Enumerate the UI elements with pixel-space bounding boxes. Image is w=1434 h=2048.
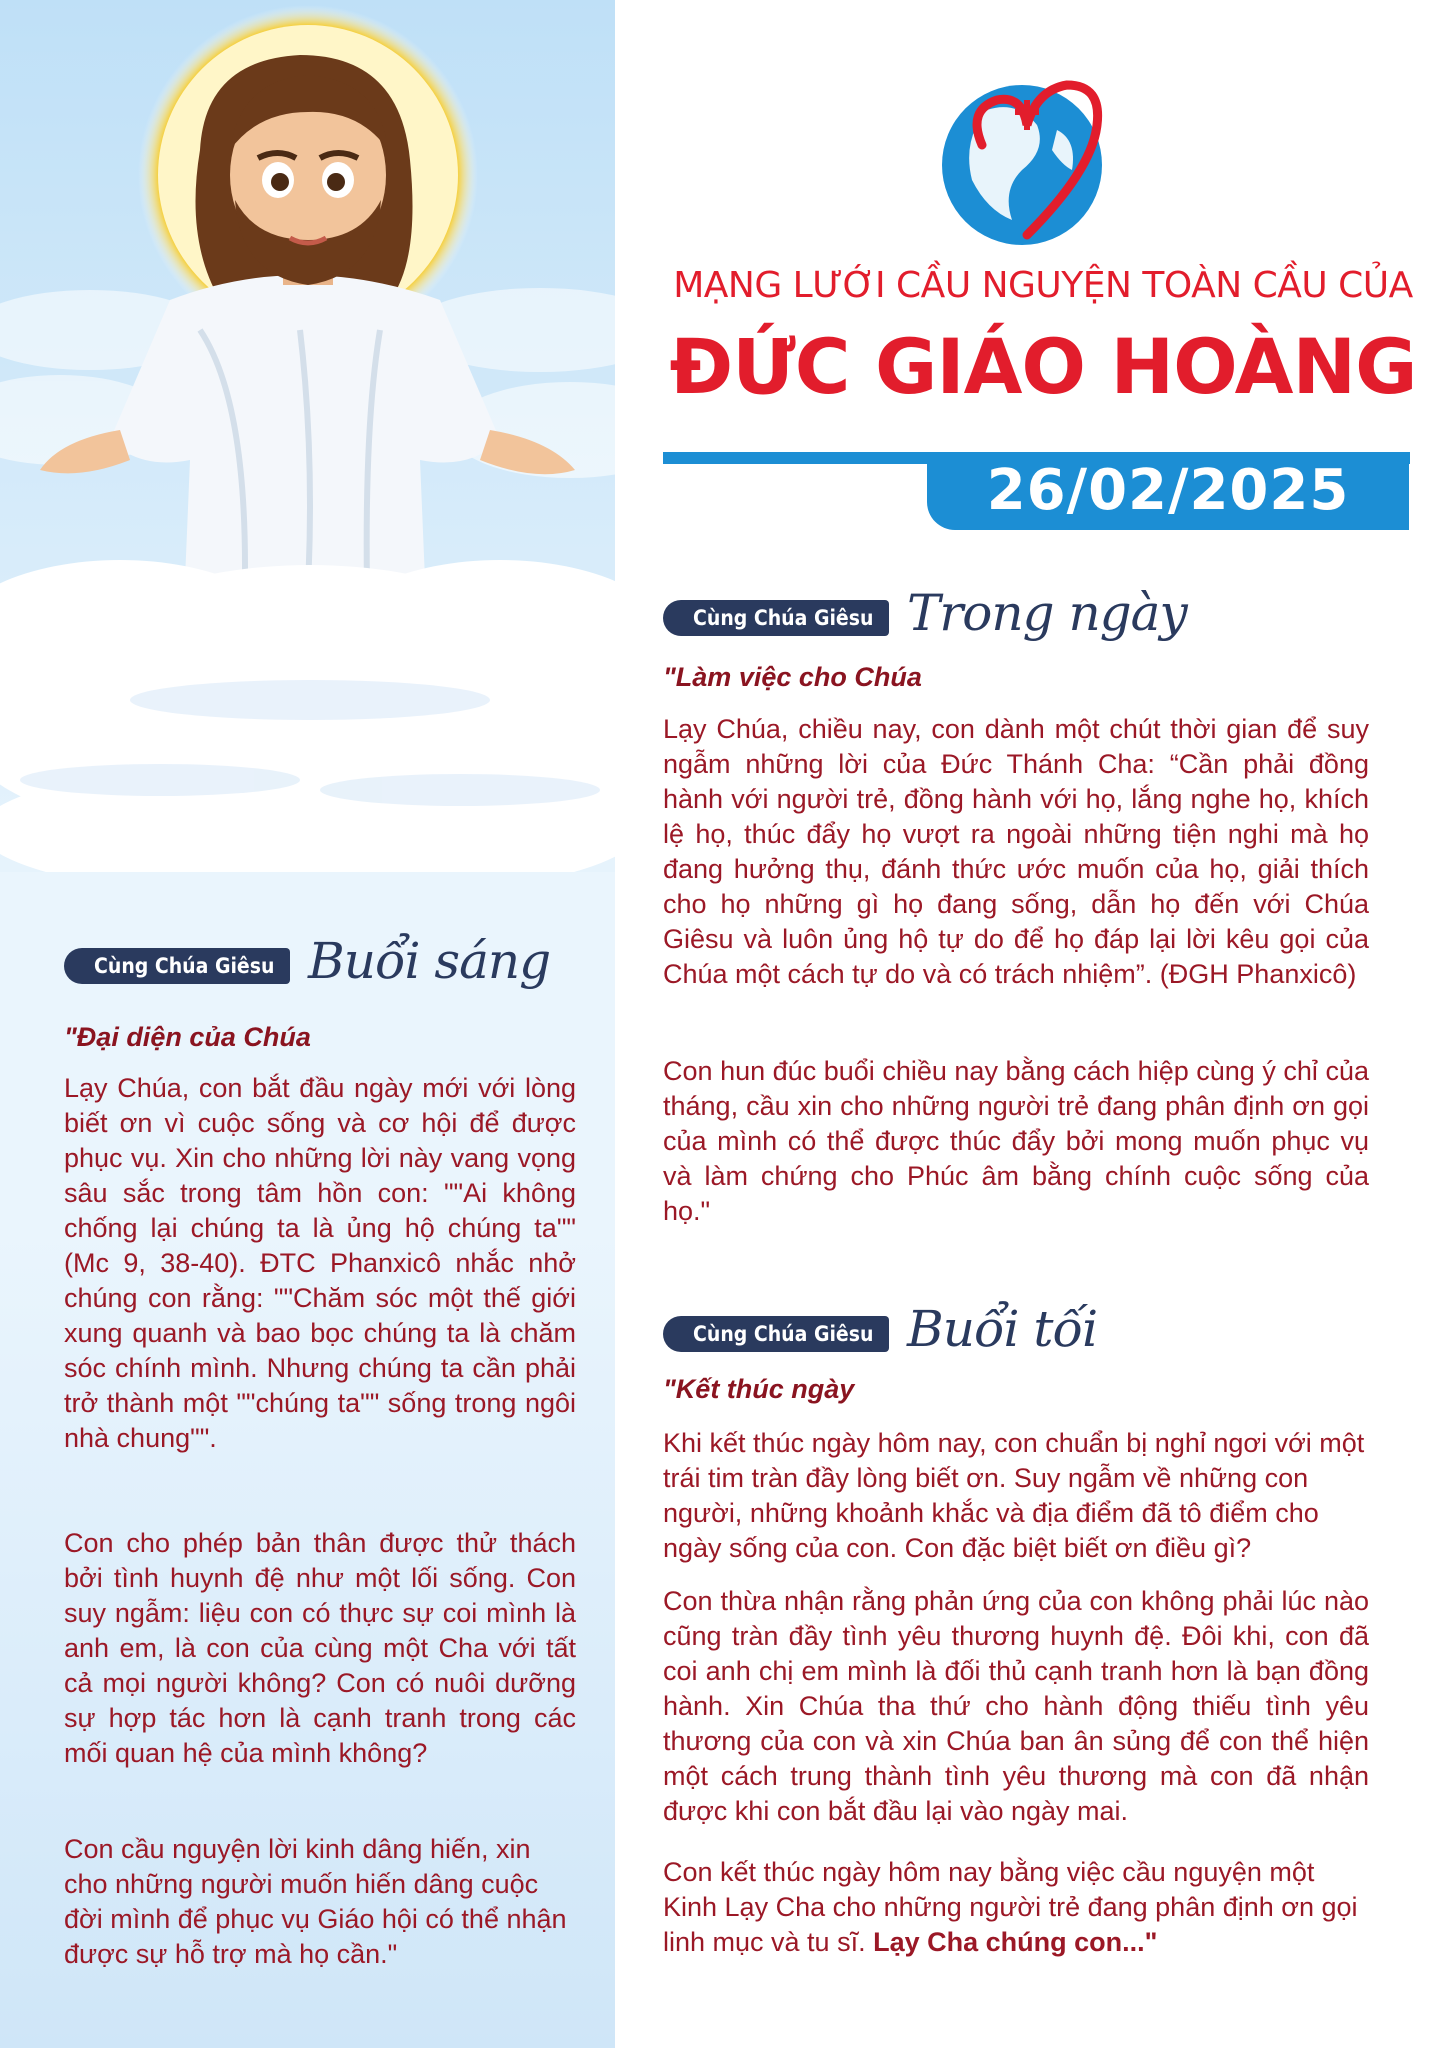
evening-heading	[663, 1300, 1223, 1366]
evening-script-title: Buổi tối	[907, 1300, 1098, 1358]
evening-tag: Cùng Chúa Giêsu	[663, 1316, 889, 1352]
date-text: 26/02/2025	[986, 458, 1350, 523]
date-banner	[927, 452, 1409, 530]
day-tag: Cùng Chúa Giêsu	[663, 600, 889, 636]
morning-paragraph-2: Con cho phép bản thân được thử thách bởi tình huynh đệ như một lối sống. Con suy ngẫm: liệu con có thực sự coi mình là anh em, là con của cùng một Cha với tất cả mọi người không? Con có nuôi dưỡng sự hợp tác hơn là cạnh tranh trong các mối quan hệ của mình không?	[64, 1528, 576, 1768]
evening-paragraph-3	[663, 1855, 1369, 1960]
morning-paragraph-1: Lạy Chúa, con bắt đầu ngày mới với lòng biết ơn vì cuộc sống và cơ hội để được phục vụ. Xin cho những lời này vang vọng sâu sắc trong tâm hồn con: ""Ai không chống lại chúng ta là ủng hộ chúng ta"" (Mc 9, 38-40). ĐTC Phanxicô nhắc nhở chúng con rằng: ""Chăm sóc một thế giới xung quanh và bao bọc chúng ta là chăm sóc chính mình. Nhưng chúng ta cần phải trở thành một ""chúng ta"" sống trong ngôi nhà chung"".	[64, 1073, 576, 1453]
evening-paragraph-2: Con thừa nhận rằng phản ứng của con không phải lúc nào cũng tràn đầy tình yêu thương huynh đệ. Đôi khi, con đã coi anh chị em mình là đối thủ cạnh tranh hơn là bạn đồng hành. Xin Chúa tha thứ cho hành động thiếu tình yêu thương của con và xin Chúa ban ân sủng để con thể hiện một cách trung thành tình yêu thương mà con đã nhận được khi con bắt đầu lại vào ngày mai.	[663, 1586, 1369, 1826]
evening-paragraph-1: Khi kết thúc ngày hôm nay, con chuẩn bị nghỉ ngơi với một trái tim tràn đầy lòng biết ơn. Suy ngẫm về những con người, những khoảnh khắc và địa điểm đã tô điểm cho ngày sống của con. Con đặc biệt biết ơn điều gì?	[663, 1428, 1365, 1563]
day-script-title: Trong ngày	[907, 584, 1187, 642]
morning-quote-title: "Đại diện của Chúa	[64, 1022, 311, 1052]
globe-heart-logo-icon	[927, 70, 1127, 250]
morning-paragraph-3: Con cầu nguyện lời kinh dâng hiến, xin cho những người muốn hiến dâng cuộc đời mình để phục vụ Giáo hội có thể nhận được sự hỗ trợ mà họ cần."	[64, 1834, 567, 1969]
evening-closing-text: Con kết thúc ngày hôm nay bằng việc cầu nguyện một Kinh Lạy Cha cho những người trẻ đang phân định ơn gọi linh mục và tu sĩ.	[663, 1857, 1358, 1957]
morning-tag: Cùng Chúa Giêsu	[64, 948, 290, 984]
day-paragraph-1: Lạy Chúa, chiều nay, con dành một chút thời gian để suy ngẫm những lời của Đức Thánh Cha: “Cần phải đồng hành với người trẻ, đồng hành với họ, lắng nghe họ, khích lệ họ, thúc đẩy họ vượt ra ngoài những tiện nghi mà họ đang hưởng thụ, đánh thức ước muốn của họ, giải thích cho họ những gì họ đang sống, dẫn họ đến với Chúa Giêsu và luôn ủng hộ tự do để họ đáp lại lời kêu gọi của Chúa một cách tự do và có trách nhiệm”. (ĐGH Phanxicô)	[663, 714, 1369, 989]
evening-quote-title: "Kết thúc ngày	[663, 1374, 855, 1404]
day-heading	[663, 584, 1223, 650]
header-line-1: MẠNG LƯỚI CẦU NGUYỆN TOÀN CẦU CỦA	[673, 265, 1413, 306]
evening-closing-prayer: Lạy Cha chúng con..."	[873, 1927, 1158, 1957]
day-quote-title: "Làm việc cho Chúa	[663, 662, 922, 692]
morning-heading	[64, 932, 584, 998]
morning-script-title: Buổi sáng	[308, 932, 551, 990]
header-line-2: ĐỨC GIÁO HOÀNG	[669, 322, 1417, 411]
jesus-illustration	[0, 0, 615, 872]
right-column	[615, 0, 1434, 2048]
day-paragraph-2: Con hun đúc buổi chiều nay bằng cách hiệp cùng ý chỉ của tháng, cầu xin cho những người trẻ đang phân định ơn gọi của mình có thể được thúc đẩy bởi mong muốn phục vụ và làm chứng cho Phúc âm bằng chính cuộc sống của họ."	[663, 1056, 1369, 1226]
left-column	[0, 0, 615, 2048]
